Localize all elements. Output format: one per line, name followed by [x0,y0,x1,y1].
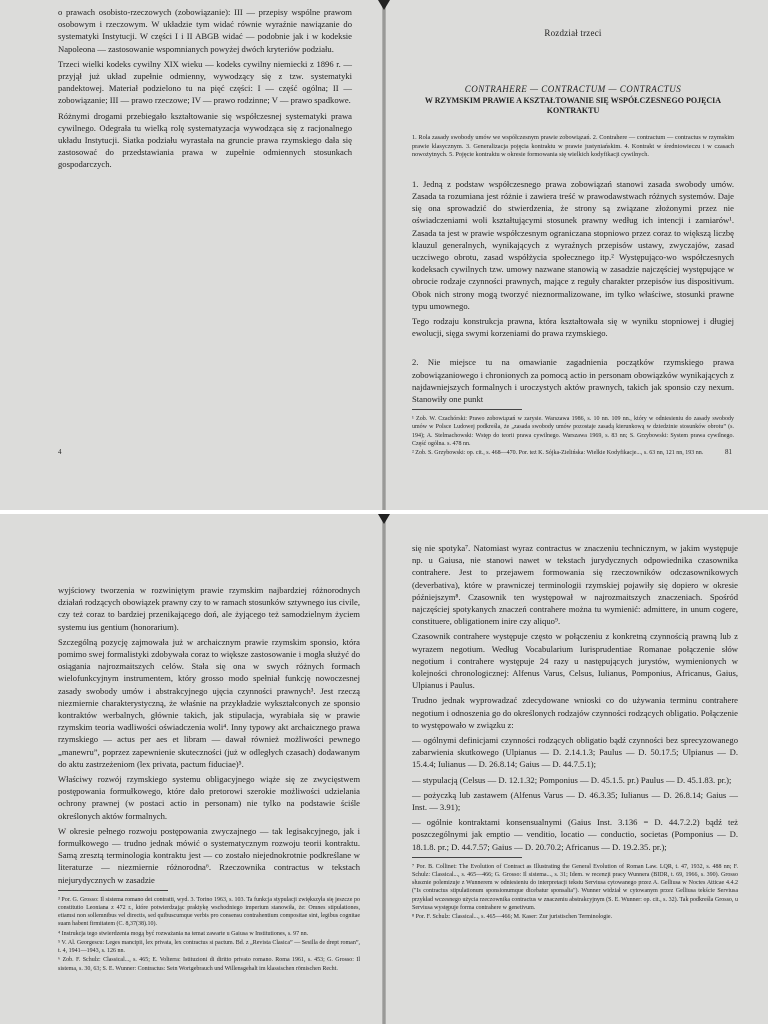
chapter-subtitle: W RZYMSKIM PRAWIE A KSZTAŁTOWANIE SIĘ WSPÓŁCZESNEGO POJĘCIA KONTRAKTU [424,96,722,115]
footnote: ⁸ Por. F. Schulz: Classical..., s. 465—466; M. Kaser: Zur juristischen Terminologie. [412,914,613,921]
paragraph: się nie spotyka⁷. Natomiast wyraz contractus w znaczeniu technicznym, w jakim występuje np. u Gaiusa, nie stanowi nawet w tekstach jurydycznych odpowiednika czasownika contrahere. Jest to przejawem formowania się rzeczowników odczasownikowych (deverbativa), które w prawniczej terminologii rzymskiej pojawiły się dopiero w okresie późniejszym⁸. Czasownik ten występował w najrozmaitszych znaczeniach. Spośród najczęściej spotykanych znaczeń contrahere można tu wymienić: admittere, in unum cogere, constituere, obligationem inire czy aliquo⁹. [412,543,738,627]
paragraph: Różnymi drogami przebiegało kształtowanie się współczesnej systematyki prawa cywilnego. Odegrała tu wielką rolę systematyzacja wywodząca się z racjonalnego układu Instytucji. Siatka podziału wyrastała na gruncie prawa rzymskiego dała się zastosować do przedstawiania prawa w zupełnie odmiennych stosunkach gospodarczych. [58,110,352,170]
bottom-spread [0,514,768,1024]
chapter-summary: 1. Rola zasady swobody umów we współczesnym prawie zobowiązań. 2. Contrahere — contractum — contractus w rzymskim prawie klasycznym. 3. Generalizacja pojęcia kontraktu w prawie justyniańskim. 4. Kontrakt w średniowieczu i w czasach nowożytnych. 5. Pojęcie kontraktu w okresie formowania się wielkich kodyfikacji cywilnych. [412,134,734,159]
list-item: — ogólnymi definicjami czynności rodzących obligatio bądź czynności bez sprecyzowanego zabarwienia skutkowego (Ulpianus — D. 2.14.1.3; Paulus — D. 50.17.5; Ulpianus — D. 15.4.4; Iulianus — D. 26.8.14; Gaius — D. 44.7.5.1); [412,735,738,770]
page-81 [386,0,768,510]
footnote-rule [58,890,168,891]
list-item: — stypulacją (Celsus — D. 12.1.32; Pomponius — D. 45.1.5. pr.) Paulus — D. 45.1.83. pr.); [412,774,732,785]
footnote-rule [412,857,522,858]
footnote: ² Zob. S. Grzybowski: op. cit., s. 468—470. Por. też K. Sójka-Zielińska: Wielkie Kodyfikacje..., s. 63 nn, 121 nn, 193 nn. [412,450,704,457]
paragraph: Właściwy rozwój rzymskiego systemu obligacyjnego wiąże się ze zwycięstwem postępowania formułkowego, które dało pretorowi szerokie możliwości udzielania ochrony prawnej (w postaci actio in personam) nie tylko na podstawie ściśle określonych aktów formalnych. [58,774,360,821]
page-4 [0,0,382,510]
list-item: — pożyczką lub zastawem (Alfenus Varus — D. 46.3.35; Iulianus — D. 26.8.14; Gaius — Inst. — 3.91); [412,789,738,813]
page-number: 81 [725,448,732,456]
paragraph: 2. Nie miejsce tu na omawianie zagadnienia początków rzymskiego prawa zobowiązaniowego i chronionych za pomocą actio in personam obowiązków wynikających z najdawniejszych formalnych i uroczystych aktów prawnych, takich jak sponsio czy nexum. Stanowiły one punkt [412,357,734,405]
running-head: Rozdział trzeci [544,28,602,38]
top-spread [0,0,768,510]
paragraph: o prawach osobisto-rzeczowych (zobowiązanie): III — przepisy wspólne prawom osobowym i rzeczowym. W układzie tym widać równie wyraźnie nawiązanie do systematyki Instytucji. W części I i II ABGB widać — podobnie jak i w kodeksie Napoleona — zastosowanie wspomnianych powyżej dwóch kryteriów podziału. [58,7,352,54]
paragraph: Trudno jednak wyprowadzać zdecydowane wnioski co do używania terminu contrahere negotium i odnoszenia go do określonych rodzajów czynności rodzących obligatio. Połączenie to występowało w związku z: [412,695,738,730]
footnote: ¹ Zob. W. Czachórski: Prawo zobowiązań w zarysie. Warszawa 1986, s. 10 nn. 109 nn., który w odniesieniu do zasady swobody umów w Polsce Ludowej podkreśla, że „zasada swobody umów pozostaje zasadą kierunkową w dziedzinie stosunków obrotu” (s. 194); A. Stelmachowski: Wstęp do teorii prawa cywilnego. Warszawa 1969, s. 83 nn; S. Grzybowski: System prawa cywilnego. Część ogólna. s. 478 nn. [412,416,734,447]
chapter-title: CONTRAHERE — CONTRACTUM — CONTRACTUS [464,84,682,94]
footnote: ⁶ Zob. F. Schulz: Classical..., s. 465; E. Volterra: Istituzioni di diritto privato romano. Roma 1961, s. 453; G. Grosso: Il sistema, s. 30, 63; S. E. Wunner: Contractus: Sein Wortgebrauch und Willensgehalt im klassischen römischen Recht. [58,957,360,972]
footnote: ⁴ Instrukcja tego stwierdzenia mogą być rozważania na temat zawarte u Gaiusa w Institutiones, s. 97 nn. [58,930,309,937]
paragraph: 1. Jedną z podstaw współczesnego prawa zobowiązań stanowi zasada swobody umów. Zasada ta rozumiana jest różnie i zawiera treść w prawodawstwach różnych systemów. Daje się ona sprowadzić do stwierdzenia, że strony są związane złożonymi przez nie oświadczeniami woli kształtującymi stosunek prawny według ich intencji i zamiarów¹. Zasada ta jest w prawie współczesnym ograniczana stopniowo przez coraz to większą liczbę klauzul generalnych, wynikających z wyraźnych przepisów ustawy, zwyczajów, zasad uczciwego obrotu, zasad współżycia społecznego itp.² Występująco-wo współczesnych kodeksach cywilnych tzw. umowy nazwane stanowią w zasadzie najczęściej występujące w obrocie rodzaje czynności prawnych, mające z reguły charakter przepisów ius dispositivum. Obok nich strony mogą tworzyć nieznormalizowane, im tylko właściwe, stosunki prawne typu umownego. [412,178,734,311]
paragraph: wyjściowy tworzenia w rozwiniętym prawie rzymskim najbardziej różnorodnych działań rodzących obowiązek prawny czy to w ramach stosunków sztywnego ius civile, czy też coraz to bardziej przenikającego doń, ale żyjącego też samodzielnym życiem systemu ius gentium (honorarium). [58,585,360,632]
paragraph: Tego rodzaju konstrukcja prawna, która kształtowała się w wyniku stopniowej i długiej ewolucji, sięga swymi korzeniami do prawa rzymskiego. [412,316,734,339]
footnote: ⁷ Por. B. Collinet: The Evolution of Contract as Illustrating the General Evolution of Roman Law. LQR, t. 47, 1932, s. 488 nn; F. Schulz: Classical..., s. 465—466; G. Grosso: Il sistema..., s. 31; Idem. w recenzji pracy Wunnera (BIDR, t. 69, 1966, s. 390). Grosso słusznie polemizuje z Wunnerem w odniesieniu do interpretacji tekstu Serviusa cytowanego przez A. Gelliusa w Noctes Atticae 4.4.2 ("Is contractus stipulationum sponsionumque dicebatur sponsalia"). Wunner widział w cytowanym przez Gelliusa tekście Serviusa przykład wczesnego użycia rzeczownika contractus w znaczeniu abstrakcyjnym (S. E. Wunner: op. cit., s. 32). Tak podkreśla Grosso, u Serviusa występuje forma contrahere w genetivum. [412,863,738,911]
page-83 [386,514,768,1024]
page-number: 4 [58,448,62,456]
paragraph: Szczególną pozycję zajmowała już w archaicznym prawie rzymskim sponsio, która pomimo swej formalistyki zdobywała coraz to większe zastosowanie i mogła służyć do osiągania najrozmaitszych celów. Stała się ona w swych różnych formach wielofunkcyjnym instrumentem, który grosso modo spełniał funkcję nowoczesnej zasady swobody umów i abstrakcyjnego ujęcia czynności prawnych³. Jest rzeczą niezmiernie charakterystyczną, że właśnie na przykładzie wykształconych ze sponsio kontraktów werbalnych, głównie takich, jak stipulacja, wyrabiała się w prawie rzymskim teoria wadliwości oświadczenia woli⁴. Inny typowy akt archaicznego prawa rzymskiego — actus per aes et libram — dawał również możliwości pewnego „manewru”, poprzez zapewnienie skuteczności (już w odległych czasach) dodawanym do aktu zastrzeżeniom (lex privata, pactum fiduciae)⁵. [58,636,360,769]
list-item: — ogólnie kontraktami konsensualnymi (Gaius Inst. 3.136 = D. 44.7.2.2) bądź też poszczególnymi jak emptio — venditio, locatio — conductio, societas (Pomponius — D. 18.1.8. pr.; D. 44.7.57; Gaius — D. 20.70.2; Africanus — D. 19.2.35. pr.); [412,817,738,852]
paragraph: Czasownik contrahere występuje często w połączeniu z konkretną czynnością prawną lub z wyrazem negotium. Według Vocabularium Iurisprudentiae Romanae połączenie słów negotium i contrahere występuje 24 razy u następujących jurystów, wymienionych w kolejności chronologicznej: Alfenus Varus, Celsus, Iulianus, Pomponius, Africanus, Gaius, Ulpianus i Paulus. [412,631,738,691]
paragraph: Trzeci wielki kodeks cywilny XIX wieku — kodeks cywilny niemiecki z 1896 r. — przyjął już układ zupełnie odmienny, wywodzący się z tzw. systematyki pandektowej. Materiał podzielono tu na pięć części: I — część ogólna; II — zobowiązanie; III — prawo rzeczowe; IV — prawo rodzinne; V — prawo spadkowe. [58,58,352,106]
footnote: ⁵ V. Al. Georgescu: Leges mancipii, lex privata, lex contractus si pactum. Bd. z „Revista Clasica” — Sesilla de drept roman”, t. 4, 1941—1943, s. 126 nn. [58,939,360,955]
footnote-rule [412,409,522,410]
page-82 [0,514,382,1024]
paragraph: W okresie pełnego rozwoju postępowania zwyczajnego — tak legisakcyjnego, jak i formułkowego — trudno jednak mówić o systematycznym rozwoju teorii kontraktu. Samą zresztą terminologia kontraktu jest — co zostało niejednokrotnie podkreślane w literaturze — niezmiernie różnorodna⁶. Rzeczownika contractus w tekstach niejurydycznych w zasadzie [58,825,360,885]
footnote: ³ Por. G. Grosso: Il sistema romano dei contratti, wyd. 3. Torino 1963, s. 103. Ta funkcja stypulacji zwiększyła się jeszcze po constitutio Leoniana z 472 r., które potwierdzając praktykę wschodniego imperium stanowiła, że: Omnes stipulationes, etiamsi non sollemnibus vel directis, sed quibuscumque verbis pro consensu contrahentium compositae sint, legibus cognitae suam habent firmitatem (C. 8,37(38).10). [58,896,360,928]
